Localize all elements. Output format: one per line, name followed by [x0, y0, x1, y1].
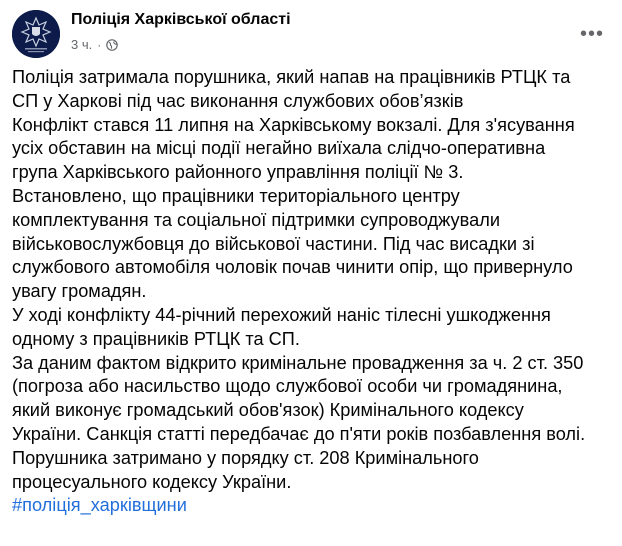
post-text-line: (погроза або насильство щодо службової особи чи громадянина,	[12, 376, 563, 397]
meta-separator: ·	[97, 37, 102, 52]
post-text-line: За даним фактом відкрито кримінальне провадження за ч. 2 ст. 350	[12, 352, 584, 373]
post-text-line: одному з працівників РТЦК та СП.	[12, 328, 300, 349]
page-name-link[interactable]: Поліція Харківської області	[71, 11, 291, 28]
post-text-line: група Харківського районного управління поліції № 3.	[12, 162, 464, 183]
post-text-line: процесуального кодексу України.	[12, 471, 292, 492]
post-text-line: СП у Харкові під час виконання службових обов’язків	[12, 90, 464, 111]
post-text-line: У ході конфлікту 44-річний перехожий наніс тілесні ушкодження	[12, 304, 551, 325]
post-text-line: Порушника затримано у порядку ст. 208 Кримінального	[12, 447, 479, 468]
post-text-line: комплектування та соціальної підтримки супроводжували	[12, 209, 500, 230]
post-text-line: службового автомобіля чоловік почав чинити опір, що привернуло	[12, 257, 573, 278]
post-text	[12, 66, 610, 518]
post-meta	[71, 37, 118, 52]
post-text-line: Поліція затримала порушника, який напав на працівників РТЦК та	[12, 67, 571, 87]
more-horizontal-icon: •••	[579, 22, 604, 45]
police-emblem-icon	[12, 10, 60, 58]
hashtag-link[interactable]: #поліція_харківщини	[12, 495, 187, 516]
post-text-line: Встановлено, що працівники територіального центру	[12, 185, 460, 206]
post-text-line: увагу громадян.	[12, 281, 147, 302]
page-avatar[interactable]	[12, 10, 60, 58]
post-header	[12, 10, 610, 62]
post-time-link[interactable]: 3 ч.	[71, 37, 93, 52]
globe-icon[interactable]	[106, 39, 118, 51]
post-text-line: усіх обставин на місці події негайно виїхала слідчо-оперативна	[12, 138, 546, 159]
post-text-line: військовослужбовця до військової частини. Під час висадки зі	[12, 233, 535, 254]
more-options-button[interactable]	[574, 16, 610, 52]
post-text-line: Конфлікт стався 11 липня на Харківському вокзалі. Для з'ясування	[12, 114, 575, 135]
post-text-line: України. Санкція статті передбачає до п'яти років позбавлення волі.	[12, 423, 586, 444]
post-text-line: який виконує громадський обов'язок) Кримінального кодексу	[12, 400, 524, 421]
